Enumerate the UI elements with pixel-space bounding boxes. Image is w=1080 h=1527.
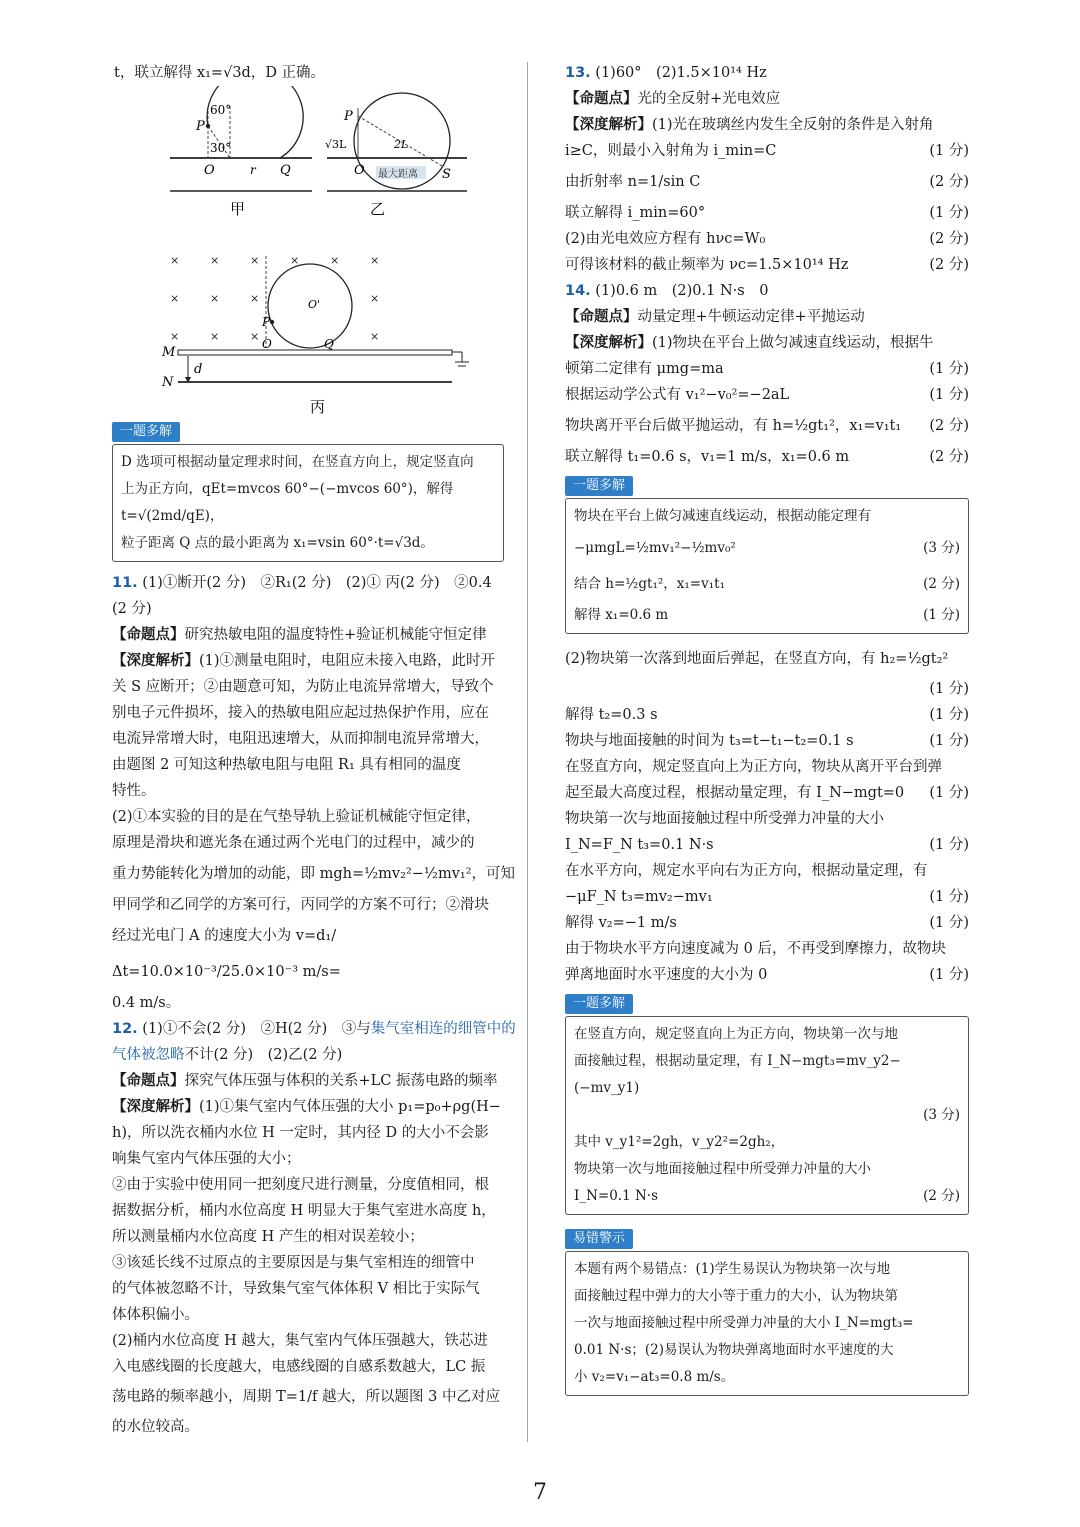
note-common-mistakes [565,1223,969,1396]
svg-text:×: × [170,330,180,343]
note-line: 在竖直方向，规定竖直向上为正方向，物块第一次与地 [574,1026,898,1042]
point-p-label: P [196,119,205,134]
note-line: 一次与地面接触过程中所受弹力冲量的大小 I_N=mgt₃= [574,1315,914,1331]
svg-text:×: × [290,254,300,267]
analysis-line: I_N=F_N t₃=0.1 N·s [565,837,714,853]
analysis-line: (2)①本实验的目的是在气垫导轨上验证机械能守恒定律， [112,809,481,825]
analysis-line: (2)物块第一次落到地面后弹起，在竖直方向，有 h₂=½gt₂² [565,651,949,667]
answer: (1)0.6 m (2)0.1 N·s 0 [595,283,769,299]
tag-point: 【命题点】 [112,1072,185,1089]
svg-text:×: × [250,292,260,305]
note-line: 解得 x₁=0.6 m [574,607,669,623]
analysis-line: 入电感线圈的长度越大，电感线圈的自感系数越大，LC 振 [112,1359,486,1375]
svg-text:×: × [210,292,220,305]
point-q-label: Q [280,163,291,178]
note-line: 面接触过程，根据动量定理，有 I_N−mgt₃=mv_y2−(−mv_y1) [574,1053,901,1096]
figure-yi-caption: 乙 [370,200,386,218]
analysis-line: 别电子元件损坏，接入的热敏电阻应起过热保护作用，应在 [112,705,489,721]
analysis-line: 经过光电门 A 的速度大小为 v=d₁/Δt=10.0×10⁻³/25.0×10⁻³ m/s= [112,928,341,980]
analysis-line: 由折射率 n=1/sin C [565,174,701,190]
score: (2 分) [929,231,969,247]
question-11 [112,570,520,1016]
note-line: 上为正方向，qEt=mvcos 60°−(−mvcos 60°)，解得 t=√(2md/qE)， [121,481,454,524]
analysis-line: 起至最大高度过程，根据动量定理，有 I_N−mgt=0 [565,785,905,801]
score: (1 分) [923,607,960,623]
analysis-line: 弹离地面时水平速度的大小为 0 [565,967,768,983]
score: (1 分) [929,837,969,853]
analysis-line: 甲同学和乙同学的方案可行，丙同学的方案不可行；②滑块 [112,897,489,913]
tag-analysis: 【深度解析】 [565,334,652,351]
note-multi-solution-1 [112,416,504,562]
answer: (1)60° (2)1.5×10¹⁴ Hz [595,65,767,81]
analysis-line: 所以测量桶内水位高度 H 产生的相对误差较小； [112,1229,424,1245]
svg-text:×: × [170,292,180,305]
score: (1 分) [929,733,969,749]
figure-bing-caption: 丙 [310,398,326,416]
analysis-line: 物块与地面接触的时间为 t₃=t−t₁−t₂=0.1 s [565,733,854,749]
max-distance-label: 最大距离 [378,169,418,180]
figure-jia [170,86,312,218]
analysis-line: 联立解得 i_min=60° [565,205,706,221]
note-line: 物块第一次与地面接触过程中所受弹力冲量的大小 [574,1161,871,1177]
note-line: −μmgL=½mv₁²−½mv₀² [574,540,736,556]
score: (2 分) [923,1188,960,1204]
analysis-line: 关 S 应断开；②由题意可知，为防止电流异常增大，导致个 [112,679,494,695]
analysis-line: 的水位较高。 [112,1419,199,1435]
note-badge: 易错警示 [565,1229,633,1249]
right-column [565,60,969,1404]
answer-highlight: 集气室相连的细管中的气体被忽略 [112,1021,516,1063]
analysis-line: (2)桶内水位高度 H 越大，集气室内气体压强越大，铁芯进 [112,1333,488,1349]
note-line: I_N=0.1 N·s [574,1188,658,1204]
question-number: 14. [565,283,591,299]
angle-60-label: 60° [210,103,232,117]
knowledge-point: 动量定理+牛顿运动定律+平抛运动 [637,309,865,325]
score: (2 分) [929,449,969,465]
question-number: 13. [565,65,591,81]
note-line: 结合 h=½gt₁²，x₁=v₁t₁ [574,576,725,592]
svg-text:×: × [370,292,380,305]
note-line: 0.01 N·s；(2)易误认为物块弹离地面时水平速度的大 [574,1342,894,1358]
analysis-line: 体体积偏小。 [112,1307,199,1323]
answer: (1)①不会(2 分) ②H(2 分) ③与 [142,1021,371,1037]
question-14 [565,278,969,1396]
point-s-label: S [442,167,451,182]
score: (1 分) [929,785,969,801]
answer: (1)①断开(2 分) ②R₁(2 分) (2)① 丙(2 分) ②0.4 [142,575,492,591]
svg-text:×: × [250,330,260,343]
analysis-line: ③该延长线不过原点的主要原因是与集气室相连的细管中 [112,1255,475,1271]
score: (2 分) [929,174,969,190]
distance-d-label: d [194,362,203,377]
center-o-prime-label: O' [308,298,321,311]
analysis-line: h)，所以洗衣桶内水位 H 一定时，其内径 D 的大小不会影 [112,1125,489,1141]
svg-text:×: × [330,254,340,267]
analysis-line: −μF_N t₃=mv₂−mv₁ [565,889,713,905]
angle-30-label: 30° [210,141,232,155]
answer-cont: (2 分) [112,601,152,617]
note-line: 面接触过程中弹力的大小等于重力的大小，认为物块第 [574,1288,898,1304]
score: (1 分) [929,707,969,723]
point-p-yi-label: P [344,109,353,124]
svg-text:×: × [210,330,220,343]
radius-r-label: r [250,163,256,177]
svg-text:×: × [250,254,260,267]
knowledge-point: 探究气体压强与体积的关系+LC 振荡电路的频率 [184,1073,498,1089]
point-o-yi-label: O [354,163,365,178]
analysis-line: 响集气室内气体压强的大小； [112,1151,301,1167]
sqrt3l-label: √3L [325,138,347,151]
analysis-line: (1)物块在平台上做匀减速直线运动，根据牛 [652,335,934,351]
analysis-line: 在水平方向，规定水平向右为正方向，根据动量定理，有 [565,863,928,879]
analysis-line: 物块第一次与地面接触过程中所受弹力冲量的大小 [565,811,884,827]
plate-m-label: M [162,345,176,360]
left-column [112,60,520,1440]
note-badge: 一题多解 [565,476,633,496]
analysis-line: 解得 t₂=0.3 s [565,707,658,723]
svg-text:×: × [370,254,380,267]
note-line: 粒子距离 Q 点的最小距离为 x₁=vsin 60°·t=√3d。 [121,535,434,551]
note-multi-solution-3 [565,988,969,1215]
note-line: 小 v₂=v₁−at₃=0.8 m/s。 [574,1369,735,1385]
analysis-line: 0.4 m/s。 [112,995,181,1011]
question-number: 11. [112,575,138,591]
score: (3 分) [923,1107,960,1123]
analysis-line: i≥C，则最小入射角为 i_min=C [565,143,777,159]
note-badge: 一题多解 [112,422,180,442]
figure-particle-paths [112,86,520,416]
note-badge: 一题多解 [565,994,633,1014]
figure-bing [161,254,469,416]
score: (1 分) [929,889,969,905]
note-line: 本题有两个易错点：(1)学生易误认为物块第一次与地 [574,1261,891,1277]
question-13 [565,60,969,278]
analysis-line: 重力势能转化为增加的动能，即 mgh=½mv₂²−½mv₁²，可知 [112,866,516,882]
plate-n-label: N [162,375,174,390]
score: (1 分) [929,681,969,697]
tag-analysis: 【深度解析】 [112,1098,199,1115]
tag-analysis: 【深度解析】 [112,652,199,669]
analysis-line: (1)①集气室内气体压强的大小 p₁=p₀+ρg(H− [199,1099,501,1115]
score: (1 分) [929,387,969,403]
analysis-line: 特性。 [112,783,156,799]
analysis-line: 可得该材料的截止频率为 νc=1.5×10¹⁴ Hz [565,257,849,273]
score: (2 分) [929,418,969,434]
score: (3 分) [923,540,960,556]
analysis-line: 联立解得 t₁=0.6 s，v₁=1 m/s，x₁=0.6 m [565,449,850,465]
analysis-line: (1)①测量电阻时，电阻应未接入电路，此时开 [199,653,496,669]
analysis-line: 的气体被忽略不计，导致集气室气体体积 V 相比于实际气 [112,1281,480,1297]
question-number: 12. [112,1021,138,1037]
analysis-line: 荡电路的频率越小，周期 T=1/f 越大，所以题图 3 中乙对应 [112,1389,500,1405]
page-number: 7 [533,1480,547,1505]
svg-text:×: × [370,330,380,343]
note-multi-solution-2 [565,470,969,634]
tag-point: 【命题点】 [565,308,638,325]
score: (1 分) [929,143,969,159]
score: (1 分) [929,205,969,221]
note-line: 其中 v_y1²=2gh，v_y2²=2gh₂， [574,1134,785,1150]
point-o-label: O [204,163,215,178]
analysis-line: 物块离开平台后做平抛运动，有 h=½gt₁²，x₁=v₁t₁ [565,418,902,434]
question-12 [112,1016,520,1440]
note-line: 物块在平台上做匀减速直线运动，根据动能定理有 [574,508,871,524]
analysis-line: 原理是滑块和遮光条在通过两个光电门的过程中，减少的 [112,835,475,851]
point-q-bing-label: Q [324,337,334,351]
figure-yi [325,93,467,218]
tag-point: 【命题点】 [565,90,638,107]
score: (1 分) [929,915,969,931]
intro-line: t，联立解得 x₁=√3d，D 正确。 [114,65,326,81]
score: (2 分) [923,576,960,592]
analysis-line: 顿第二定律有 μmg=ma [565,361,724,377]
analysis-line: (2)由光电效应方程有 hνc=W₀ [565,231,766,247]
score: (1 分) [929,967,969,983]
analysis-line: 据数据分析，桶内水位高度 H 明显大于集气室进水高度 h， [112,1203,496,1219]
analysis-line: 电流异常增大时，电阻迅速增大，从而抑制电流异常增大， [112,731,489,747]
analysis-line: ②由于实验中使用同一把刻度尺进行测量，分度值相同，根 [112,1177,489,1193]
answer-end: 不计(2 分) (2)乙(2 分) [184,1047,343,1063]
score: (2 分) [929,257,969,273]
point-o-bing-label: O [262,337,272,351]
tag-point: 【命题点】 [112,626,185,643]
note-line: D 选项可根据动量定理求时间，在竖直方向上，规定竖直向 [121,454,474,470]
knowledge-point: 光的全反射+光电效应 [637,91,781,107]
knowledge-point: 研究热敏电阻的温度特性+验证机械能守恒定律 [184,627,487,643]
svg-text:×: × [170,254,180,267]
tag-analysis: 【深度解析】 [565,116,652,133]
two-l-label: 2L [394,138,409,151]
analysis-line: (1)光在玻璃丝内发生全反射的条件是入射角 [652,117,934,133]
score: (1 分) [929,361,969,377]
figure-jia-caption: 甲 [230,200,246,218]
analysis-line: 解得 v₂=−1 m/s [565,915,677,931]
analysis-line: 在竖直方向，规定竖直向上为正方向，物块从离开平台到弹 [565,759,942,775]
point-p-bing-label: P [262,315,271,329]
analysis-line: 由题图 2 可知这种热敏电阻与电阻 R₁ 具有相同的温度 [112,757,461,773]
column-divider [527,62,528,1442]
analysis-line: 根据运动学公式有 v₁²−v₀²=−2aL [565,387,790,403]
svg-text:×: × [210,254,220,267]
analysis-line: 由于物块水平方向速度减为 0 后，不再受到摩擦力，故物块 [565,941,946,957]
